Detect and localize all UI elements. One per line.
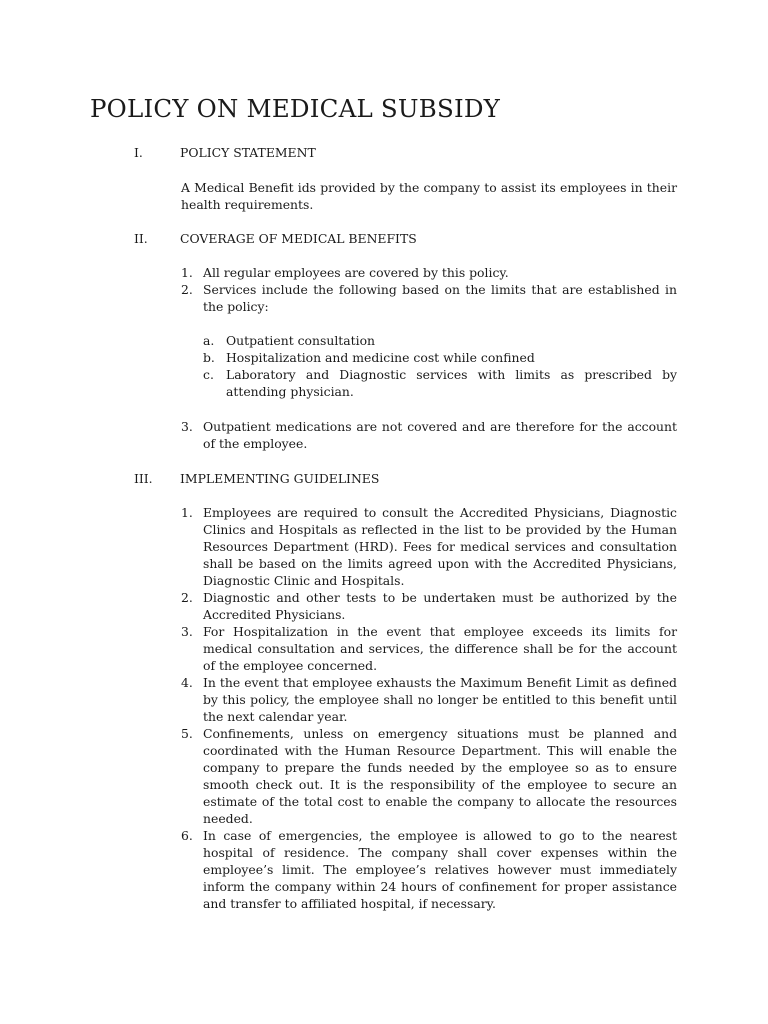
list-item	[203, 366, 677, 400]
item-number: 3.	[181, 419, 193, 434]
list-item	[181, 623, 677, 674]
section-numeral: III.	[134, 471, 153, 486]
item-number: 1.	[181, 265, 193, 280]
section-paragraph: A Medical Benefit ids provided by the company to assist its employees in their health requirements.	[181, 180, 677, 212]
item-letter: b.	[203, 350, 215, 365]
list-item	[181, 418, 677, 452]
section-numeral: II.	[134, 231, 148, 246]
section-implementing-guidelines	[0, 470, 768, 911]
item-text: In case of emergencies, the employee is allowed to go to the nearest hospital of residence. The company shall cover expenses within the employee’s limit. The employee’s relatives however must immediately inform the company within 24 hours of confinement for proper assistance and transfer to affiliated hospital, if necessary.	[203, 828, 677, 911]
list-item	[181, 589, 677, 623]
item-number: 3.	[181, 624, 193, 639]
item-text: Employees are required to consult the Accredited Physicians, Diagnostic Clinics and Hospitals as reflected in the list to be provided by the Human Resources Department (HRD). Fees for medical services and consultation shall be based on the limits agreed upon with the Accredited Physicians, Diagnostic Clinic and Hospitals.	[203, 505, 677, 588]
item-text: Outpatient consultation	[226, 333, 376, 348]
guidelines-list	[181, 504, 677, 912]
section-heading: IMPLEMENTING GUIDELINES	[180, 471, 380, 486]
coverage-list	[181, 264, 677, 315]
list-item	[181, 674, 677, 725]
item-number: 2.	[181, 590, 193, 605]
list-item	[203, 349, 677, 366]
page-title: POLICY ON MEDICAL SUBSIDY	[90, 94, 501, 123]
item-text: Services include the following based on the limits that are established in the policy:	[203, 282, 677, 314]
item-text: All regular employees are covered by this policy.	[203, 265, 509, 280]
section-numeral: I.	[134, 145, 143, 160]
item-text: Confinements, unless on emergency situations must be planned and coordinated with the Human Resource Department. This will enable the company to prepare the funds needed by the employee so as to ensure smooth check out. It is the responsibility of the employee to secure an estimate of the total cost to enable the company to allocate the resources needed.	[203, 726, 677, 826]
item-number: 2.	[181, 282, 193, 297]
services-sublist	[203, 332, 677, 400]
section-coverage	[0, 230, 768, 451]
section-header	[0, 230, 768, 247]
item-text: For Hospitalization in the event that employee exceeds its limits for medical consultation and services, the difference shall be for the account of the employee concerned.	[203, 624, 677, 673]
item-number: 1.	[181, 505, 193, 520]
item-text: Outpatient medications are not covered and are therefore for the account of the employee.	[203, 419, 677, 451]
section-heading: COVERAGE OF MEDICAL BENEFITS	[180, 231, 417, 246]
list-item	[181, 827, 677, 912]
item-number: 4.	[181, 675, 193, 690]
section-heading: POLICY STATEMENT	[180, 145, 316, 160]
item-letter: a.	[203, 333, 215, 348]
item-text: Laboratory and Diagnostic services with limits as prescribed by attending physician.	[226, 367, 677, 399]
item-number: 6.	[181, 828, 193, 843]
section-header	[0, 470, 768, 487]
list-item	[181, 725, 677, 827]
list-item	[203, 332, 677, 349]
section-header	[0, 144, 768, 161]
item-text: In the event that employee exhausts the Maximum Benefit Limit as defined by this policy, the employee shall no longer be entitled to this benefit until the next calendar year.	[203, 675, 677, 724]
item-text: Hospitalization and medicine cost while confined	[226, 350, 535, 365]
list-item	[181, 504, 677, 589]
item-letter: c.	[203, 367, 214, 382]
list-item	[181, 264, 677, 281]
item-number: 5.	[181, 726, 193, 741]
list-item	[181, 281, 677, 315]
section-policy-statement	[0, 144, 768, 212]
coverage-list-continued	[181, 418, 677, 452]
item-text: Diagnostic and other tests to be undertaken must be authorized by the Accredited Physicians.	[203, 590, 677, 622]
